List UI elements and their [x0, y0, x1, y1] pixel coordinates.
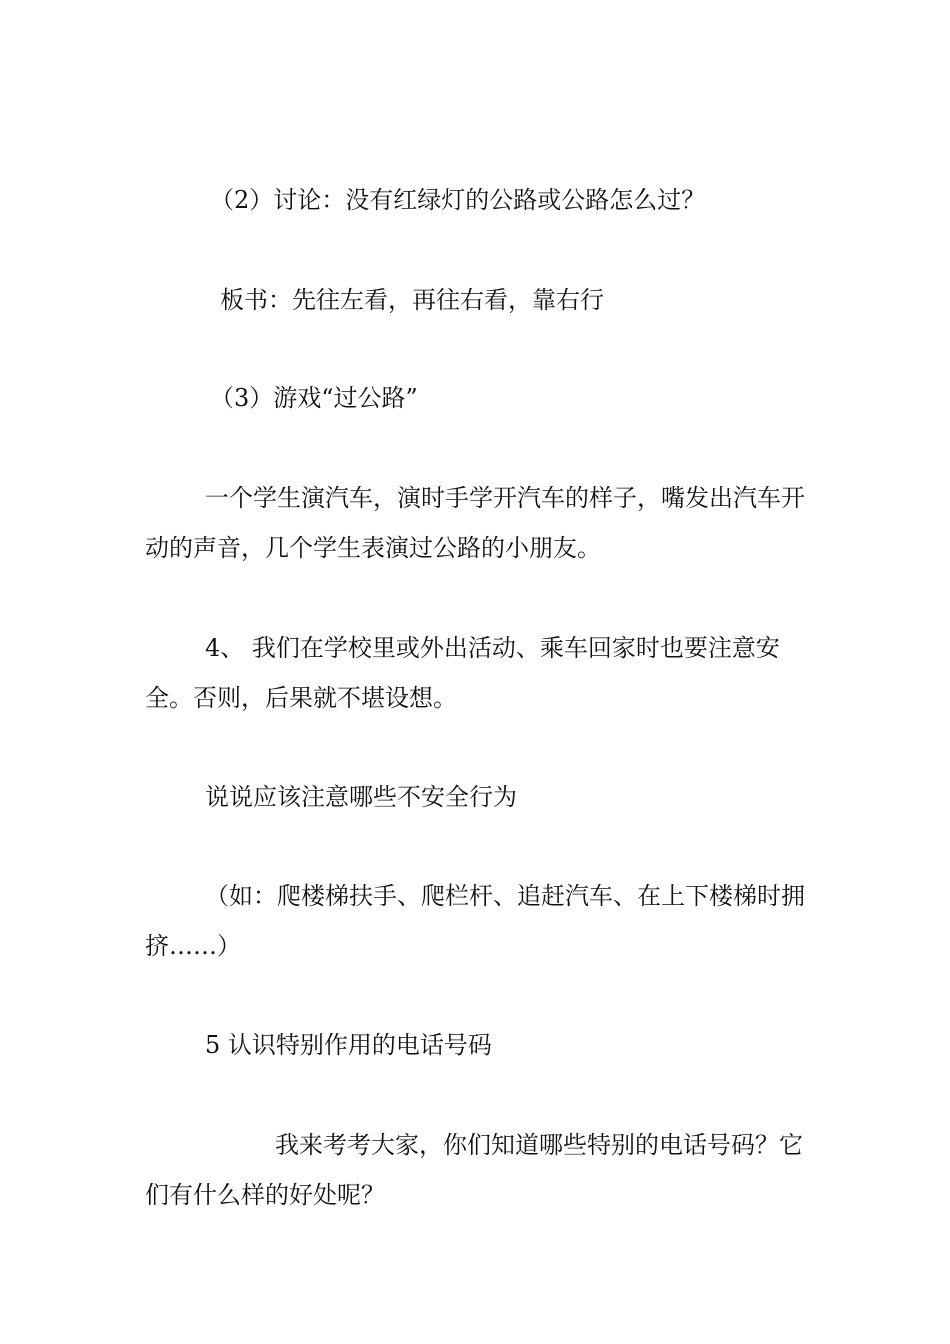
paragraph-unsafe-behaviors: 说说应该注意哪些不安全行为 [205, 783, 517, 811]
paragraph-safety: 4、 我们在学校里或外出活动、乘车回家时也要注意安全。否则，后果就不堪设想。 [145, 634, 780, 712]
paragraph-game-description: 一个学生演汽车，演时手学开汽车的样子，嘴发出汽车开动的声音，几个学生表演过公路的小朋友。 [145, 484, 805, 562]
paragraph-phone-numbers-title: 5 认识特别作用的电话号码 [205, 1031, 492, 1059]
paragraph-phone-numbers-question: 我来考考大家，你们知道哪些特别的电话号码？它们有什么样的好处呢？ [145, 1131, 803, 1209]
paragraph-discussion: （2）讨论：没有红绿灯的公路或公路怎么过？ [210, 186, 706, 214]
paragraph-examples: （如：爬楼梯扶手、爬栏杆、追赶汽车、在上下楼梯时拥挤……） [145, 882, 805, 960]
paragraph-blackboard: 板书：先往左看，再往右看，靠右行 [220, 286, 604, 314]
paragraph-game-title: （3）游戏“过公路” [210, 384, 418, 412]
